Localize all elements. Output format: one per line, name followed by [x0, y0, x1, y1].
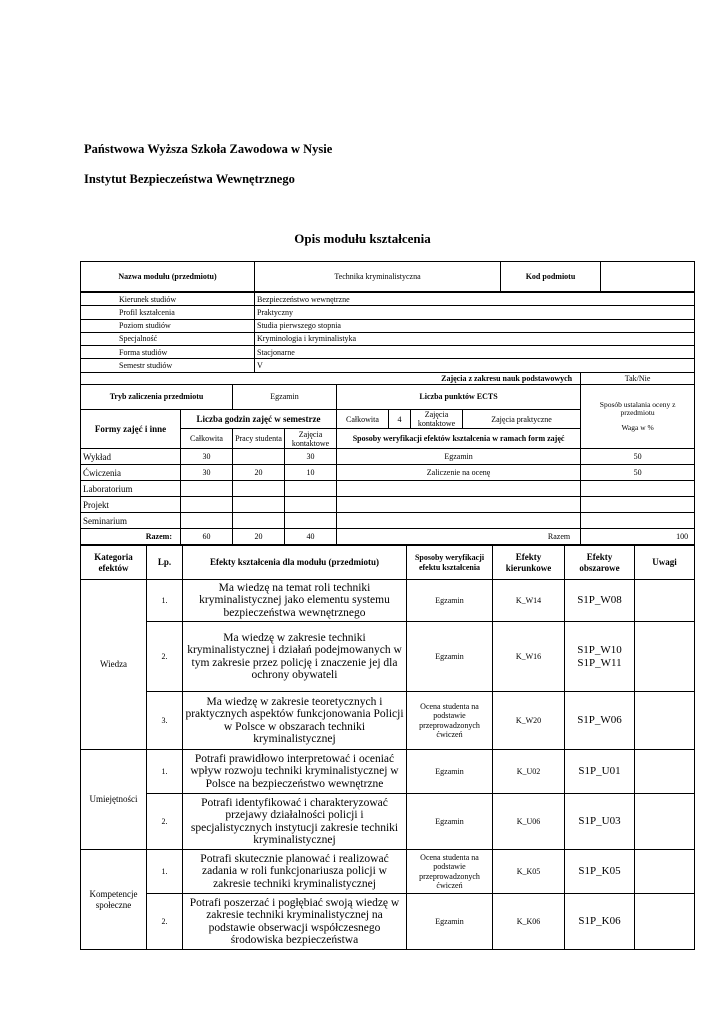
form-name: Seminarium	[81, 513, 181, 529]
col-work: Pracy studenta	[233, 429, 285, 449]
form-work: 20	[233, 465, 285, 481]
effect-notes	[635, 750, 695, 794]
form-total	[181, 513, 233, 529]
effect-area: S1P_K06	[565, 894, 635, 950]
form-contact	[285, 497, 337, 513]
effect-lp: 2.	[147, 622, 183, 692]
module-table	[80, 261, 695, 292]
effect-notes	[635, 894, 695, 950]
effect-text: Potrafi poszerzać i pogłębiać swoją wiedzę w zakresie techniki kryminalistycznej na podstawie obserwacji współczesnego środowiska bezpieczeństwa	[183, 894, 407, 950]
basic-sciences-label: Zajęcia z zakresu nauk podstawowych	[81, 373, 581, 385]
form-total: 30	[181, 465, 233, 481]
effect-lp: 2.	[147, 794, 183, 850]
effect-directional: K_W20	[493, 692, 565, 750]
school-name: Państwowa Wyższa Szkoła Zawodowa w Nysie	[84, 142, 333, 156]
info-label: Kierunek studiów	[81, 293, 255, 306]
module-name-value: Technika kryminalistyczna	[255, 262, 501, 292]
sum-work: 20	[233, 529, 285, 545]
effect-directional: K_K06	[493, 894, 565, 950]
info-label: Specjalność	[81, 332, 255, 345]
forms-label: Formy zajęć i inne	[81, 410, 181, 449]
form-weight	[581, 497, 695, 513]
info-label: Forma studiów	[81, 346, 255, 359]
head-effects: Efekty kształcenia dla modułu (przedmiotu)	[183, 546, 407, 580]
institute-name: Instytut Bezpieczeństwa Wewnętrznego	[84, 172, 295, 186]
col-total: Całkowita	[181, 429, 233, 449]
effect-area: S1P_W08	[565, 580, 635, 622]
effect-directional: K_U06	[493, 794, 565, 850]
module-code-label: Kod podmiotu	[501, 262, 601, 292]
effect-directional: K_W16	[493, 622, 565, 692]
head-category: Kategoria efektów	[81, 546, 147, 580]
head-lp: Lp.	[147, 546, 183, 580]
page-title: Opis modułu kształcenia	[294, 231, 431, 246]
info-label: Poziom studiów	[81, 319, 255, 332]
form-name: Ćwiczenia	[81, 465, 181, 481]
form-weight	[581, 513, 695, 529]
weight-label: Waga w %	[621, 423, 654, 432]
form-method: Zaliczenie na ocenę	[337, 465, 581, 481]
info-value: Stacjonarne	[255, 346, 695, 359]
module-name-label: Nazwa modułu (przedmiotu)	[81, 262, 255, 292]
ects-total-label: Całkowita	[337, 410, 389, 429]
form-work	[233, 481, 285, 497]
form-name: Wykład	[81, 449, 181, 465]
sum-contact: 40	[285, 529, 337, 545]
effect-directional: K_U02	[493, 750, 565, 794]
ects-label: Liczba punktów ECTS	[337, 385, 581, 410]
grading-method-label: Sposób ustalania oceny z przedmiotu	[599, 399, 676, 418]
category-competence: Kompetencje społeczne	[81, 850, 147, 950]
sum-label: Razem:	[81, 529, 181, 545]
effect-verify: Egzamin	[407, 750, 493, 794]
effect-text: Potrafi identyfikować i charakteryzować przejawy działalności policji i specjalistycznych instytucji zakresie techniki kryminalistycznej	[183, 794, 407, 850]
form-contact: 10	[285, 465, 337, 481]
module-code-value	[601, 262, 695, 292]
practical-label: Zajęcia praktyczne	[463, 410, 581, 429]
effect-lp: 2.	[147, 894, 183, 950]
form-name: Projekt	[81, 497, 181, 513]
form-total: 30	[181, 449, 233, 465]
head-area: Efekty obszarowe	[565, 546, 635, 580]
effect-text: Ma wiedzę na temat roli techniki kryminalistycznej jako elementu systemu bezpieczeństwa wewnętrznego	[183, 580, 407, 622]
form-contact	[285, 513, 337, 529]
form-method: Egzamin	[337, 449, 581, 465]
forms-table	[80, 372, 695, 545]
effect-text: Potrafi skutecznie planować i realizować zadania w roli funkcjonariusza policji w zakresie techniki kryminalistycznej	[183, 850, 407, 894]
sum-total: 60	[181, 529, 233, 545]
form-method	[337, 497, 581, 513]
effect-text: Ma wiedzę w zakresie teoretycznych i praktycznych aspektów funkcjonowania Policji w Polsce w obszarach techniki kryminalistycznej	[183, 692, 407, 750]
effects-table	[80, 545, 695, 950]
form-weight: 50	[581, 449, 695, 465]
contact-label: Zajęcia kontaktowe	[411, 410, 463, 429]
info-label: Profil kształcenia	[81, 306, 255, 319]
mode-label: Tryb zaliczenia przedmiotu	[81, 385, 233, 410]
info-value: Kryminologia i kryminalistyka	[255, 332, 695, 345]
effect-notes	[635, 794, 695, 850]
effect-area: S1P_W06	[565, 692, 635, 750]
category-skills: Umiejętności	[81, 750, 147, 850]
verification-label: Sposoby weryfikacji efektów kształcenia w ramach form zajęć	[337, 429, 581, 449]
info-value: Studia pierwszego stopnia	[255, 319, 695, 332]
effect-directional: K_W14	[493, 580, 565, 622]
effect-notes	[635, 692, 695, 750]
category-knowledge: Wiedza	[81, 580, 147, 750]
effect-verify: Egzamin	[407, 580, 493, 622]
sum-weight: 100	[581, 529, 695, 545]
col-contact: Zajęcia kontaktowe	[285, 429, 337, 449]
mode-value: Egzamin	[233, 385, 337, 410]
form-name: Laboratorium	[81, 481, 181, 497]
effect-verify: Ocena studenta na podstawie przeprowadzonych ćwiczeń	[407, 692, 493, 750]
form-method	[337, 513, 581, 529]
form-total	[181, 481, 233, 497]
effect-lp: 1.	[147, 850, 183, 894]
ects-total-value: 4	[389, 410, 411, 429]
form-work	[233, 513, 285, 529]
head-notes: Uwagi	[635, 546, 695, 580]
info-value: V	[255, 359, 695, 372]
head-verify: Sposoby weryfikacji efektu kształcenia	[407, 546, 493, 580]
grading-cell	[581, 385, 695, 449]
effect-area: S1P_U01	[565, 750, 635, 794]
effect-notes	[635, 622, 695, 692]
info-value: Bezpieczeństwo wewnętrzne	[255, 293, 695, 306]
effect-lp: 1.	[147, 750, 183, 794]
effect-notes	[635, 580, 695, 622]
effect-area: S1P_K05	[565, 850, 635, 894]
info-label: Semestr studiów	[81, 359, 255, 372]
effect-lp: 1.	[147, 580, 183, 622]
form-total	[181, 497, 233, 513]
effect-verify: Egzamin	[407, 622, 493, 692]
effect-text: Ma wiedzę w zakresie techniki kryminalistycznej i działań podejmowanych w tym zakresie przez policję i znaczenie jej dla ochrony obywateli	[183, 622, 407, 692]
form-weight	[581, 481, 695, 497]
form-contact	[285, 481, 337, 497]
effect-verify: Egzamin	[407, 794, 493, 850]
sum-razem-label: Razem	[337, 529, 581, 545]
info-value: Praktyczny	[255, 306, 695, 319]
form-work	[233, 449, 285, 465]
head-directional: Efekty kierunkowe	[493, 546, 565, 580]
study-info-table	[80, 292, 695, 373]
effect-text: Potrafi prawidłowo interpretować i oceniać wpływ rozwoju techniki kryminalistycznej w Polsce na bezpieczeństwo wewnętrzne	[183, 750, 407, 794]
form-contact: 30	[285, 449, 337, 465]
form-work	[233, 497, 285, 513]
effect-verify: Ocena studenta na podstawie przeprowadzonych ćwiczeń	[407, 850, 493, 894]
effect-directional: K_K05	[493, 850, 565, 894]
basic-sciences-value: Tak/Nie	[581, 373, 695, 385]
hours-label: Liczba godzin zajęć w semestrze	[181, 410, 337, 429]
effect-notes	[635, 850, 695, 894]
effect-area: S1P_U03	[565, 794, 635, 850]
effect-lp: 3.	[147, 692, 183, 750]
form-method	[337, 481, 581, 497]
form-weight: 50	[581, 465, 695, 481]
effect-verify: Egzamin	[407, 894, 493, 950]
effect-area: S1P_W10 S1P_W11	[565, 622, 635, 692]
